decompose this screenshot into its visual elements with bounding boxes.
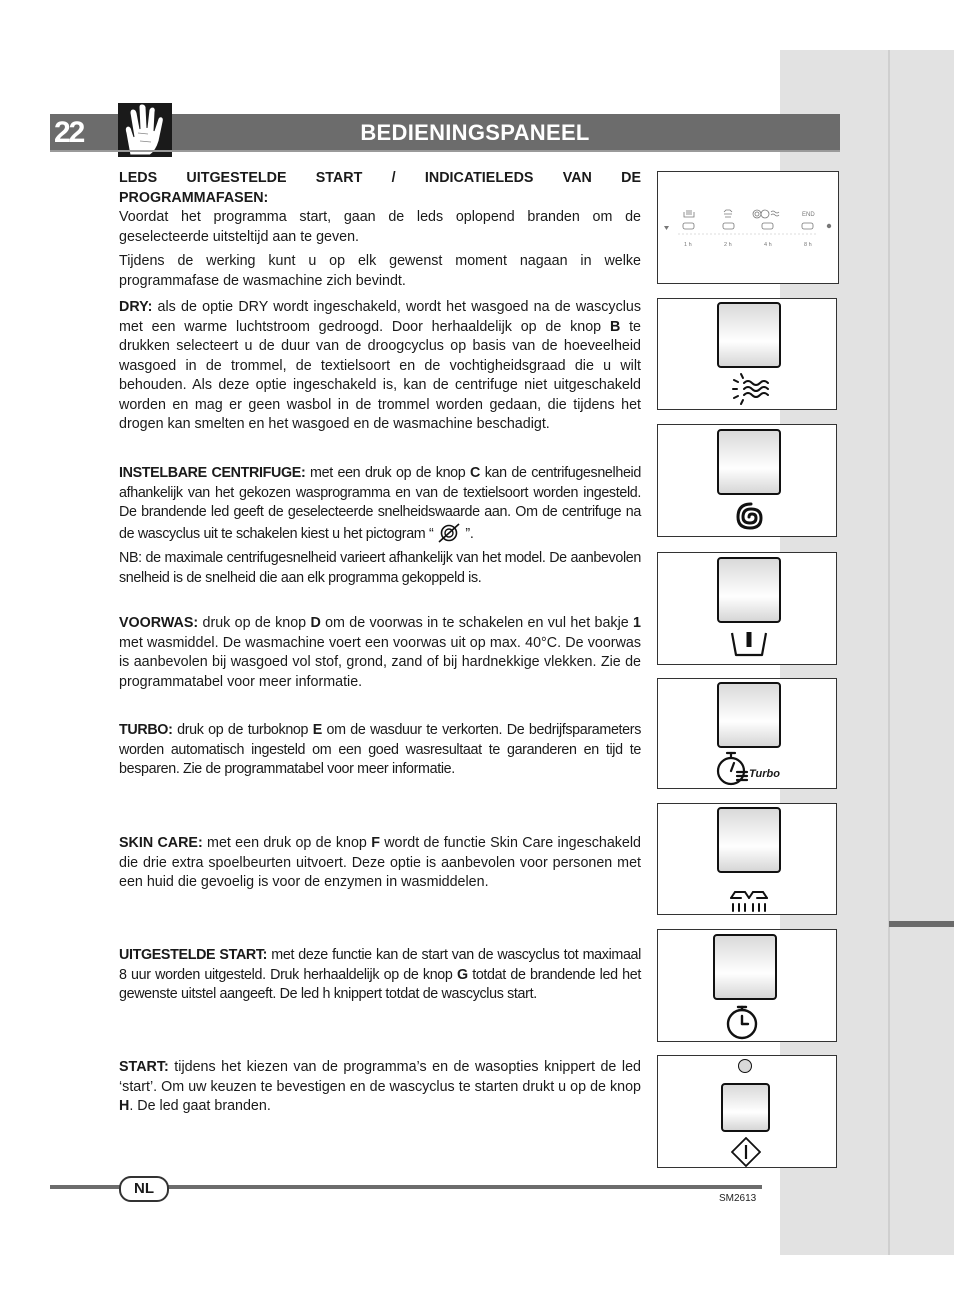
paragraph-text: druk op de turboknop [172,722,313,738]
button-key-letter: G [456,966,468,983]
section-skincare [119,834,641,898]
paragraph: NB: de maximale centrifugesnelheid varieert afhankelijk van het model. De aanbevolen snelheid is de snelheid die aan elk programma gekoppeld is. [119,550,641,586]
section-heading: LEDS UITGESTELDE START / INDICATIELEDS VAN DE PROGRAMMAFASEN: [119,170,641,206]
button-key-letter: F [371,835,380,851]
prewash-icon [727,629,771,659]
page-number: 22 [54,116,84,149]
section-delay [119,946,641,1010]
prewash-button-panel [657,552,837,665]
button-key-letter: E [312,722,322,738]
section-heading: INSTELBARE CENTRIFUGE: [119,465,306,481]
start-button[interactable] [721,1083,770,1132]
paragraph: Tijdens de werking kunt u op elk gewenst moment nagaan in welke programmafase de wasmachine zich bevindt. [119,253,641,289]
turbo-icon [713,751,753,787]
paragraph-text: tijdens het kiezen van de programma’s en de wasopties knippert de led ‘start’. Om uw keuzen te bevestigen en de wascyclus te starten drukt u op de knop [119,1059,641,1095]
time-label: 8 h [804,242,812,248]
no-spin-icon [436,523,462,543]
turbo-button-panel [657,678,837,789]
paragraph-text: . De led gaat branden. [129,1098,271,1114]
spin-icon [729,499,769,535]
button-key-letter: H [119,1098,130,1114]
section-dry [119,298,641,440]
paragraph-text: met een druk op de knop [202,835,372,851]
document-code: SM2613 [719,1193,757,1204]
section-leds [119,169,641,296]
prewash-button[interactable] [717,557,781,623]
section-heading: VOORWAS: [119,615,199,631]
header-divider [50,150,840,152]
skincare-button[interactable] [717,807,781,873]
paragraph-text: met wasmiddel. De wasmachine voert een voorwas uit op max. 40°C. De voorwas is aanbevolen bij wasgoed vol stof, grond, zand of bij hardnekkige vlekken. Zie de programmatabel voor meer informatie. [119,634,641,690]
paragraph-text: te drukken selecteert u de duur van de droogcyclus op basis van de hoeveelheid wasgoed in de trommel, de textielsoort en de vochtigheidsgraad die u wilt behouden. Als deze optie ingeschakeld is, kan de centrifuge niet uitgeschakeld worden en mag er geen wasbol in de trommel worden gedaan, die tijdens het drogen kan smelten en het wasgoed en de wasmachine beschadigt. [119,318,641,432]
paragraph-text: om de wasduur te verkorten. De bedrijfsparameters worden automatisch ingesteld om een goed wasresultaat te garanderen en tijd te besparen. Zie de programmatabel voor meer informatie. [119,722,641,777]
dry-button[interactable] [717,302,781,368]
skincare-icon [727,884,771,914]
section-heading: SKIN CARE: [119,835,203,851]
start-pause-icon [731,1137,761,1167]
time-label: 4 h [764,242,772,248]
section-turbo [119,721,641,785]
led-panel-illustration [657,171,839,284]
led-strip-diagram [658,172,838,282]
page-title: BEDIENINGSPANEEL [360,120,590,145]
section-start [119,1058,641,1122]
paragraph-text: wordt de functie Skin Care ingeschakeld die drie extra spoelbeurten uitvoert. Deze optie is aanbevolen voor personen met een huid die gevoelig is voor de enzymen in wasmiddelen. [119,835,641,890]
paragraph-text: ”. [465,525,474,542]
turbo-label: Turbo [749,768,780,780]
paragraph-text: druk op de knop [198,615,311,631]
section-prewash [119,614,641,697]
button-key-letter: C [470,465,481,481]
skincare-button-panel [657,803,837,915]
delay-clock-icon [724,1005,764,1041]
time-label: 1 h [684,242,692,248]
compartment-number: 1 [633,615,641,631]
paragraph-text: om de voorwas in te schakelen en vul het bakje [320,615,634,631]
paragraph-text: met deze functie kan de start van de wascyclus tot maximaal 8 uur worden uitgesteld. Druk herhaaldelijk op de knop [119,947,641,983]
spin-button[interactable] [717,429,781,495]
paragraph: Voordat het programma start, gaan de leds oplopend branden om de geselecteerde uitsteltijd aan te geven. [119,209,641,245]
delay-start-button[interactable] [713,934,777,1000]
side-index-tab [889,921,954,927]
dry-button-panel [657,298,837,410]
language-badge: NL [119,1176,169,1202]
paragraph-text: totdat de brandende led het gewenste uitstel aangeeft. De led h knippert totdat de wascyclus start. [119,966,641,1002]
turbo-button[interactable] [717,682,781,748]
button-key-letter: D [310,615,321,631]
time-label: 2 h [724,242,732,248]
section-heading: DRY: [119,299,153,315]
paragraph-text: kan de centrifugesnelheid afhankelijk van het gekozen wasprogramma en van de textielsoort worden ingesteld. De brandende led geeft de geselecteerde snelheidswaarde aan. Om de centrifuge na de wascyclus uit te schakelen kiest u het pictogram “ [119,465,641,542]
section-heading: UITGESTELDE START: [119,947,268,963]
end-label: END [802,212,815,218]
delay-button-panel [657,929,837,1042]
button-key-letter: B [609,318,621,335]
start-led [738,1059,752,1073]
paragraph-text: met een druk op de knop [305,465,471,481]
section-heading: TURBO: [119,722,173,738]
hand-icon [118,103,172,157]
spin-button-panel [657,424,837,537]
section-heading: START: [119,1059,169,1075]
section-spin [119,464,641,593]
dry-icon [731,371,771,405]
start-button-panel [657,1055,837,1168]
paragraph-text: als de optie DRY wordt ingeschakeld, wordt het wasgoed na de wascyclus met een warme luchtstroom gedroogd. Door herhaaldelijk op de knop [119,299,641,335]
